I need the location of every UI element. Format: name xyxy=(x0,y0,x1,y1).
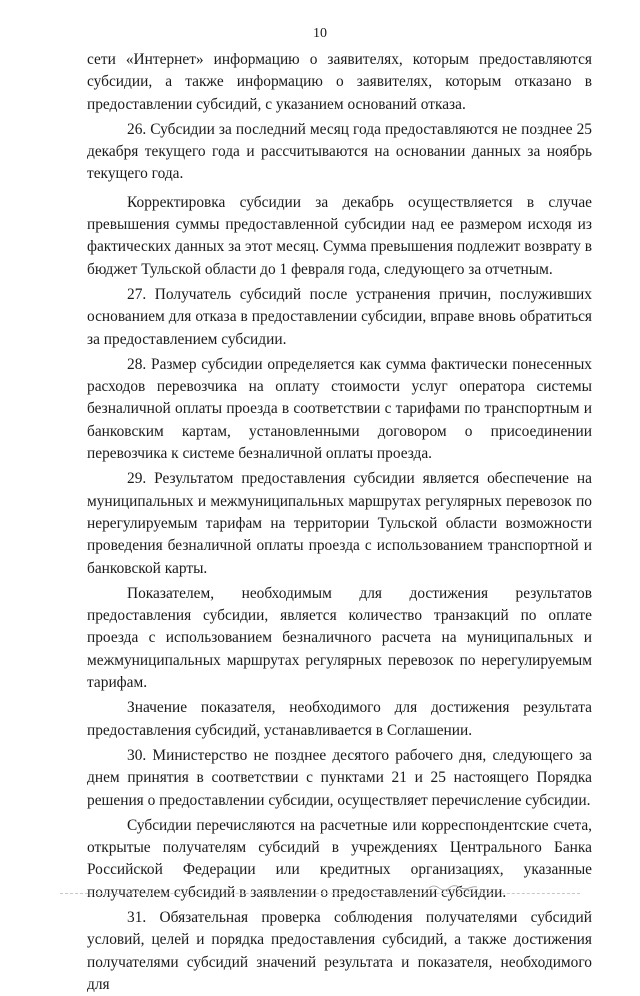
scan-dashed-line xyxy=(60,893,580,894)
paragraph-december-correction: Корректировка субсидии за декабрь осуществляется в случае превышения суммы предоставленной субсидии над ее размером исходя из фактических данных за этот месяц. Сумма превышения подлежит возврату в бюджет Тульской области до 1 февраля года, следующего за отчетным. xyxy=(87,193,592,278)
paragraph-29: 29. Результатом предоставления субсидии является обеспечение на муниципальных и межмуниципальных маршрутах регулярных перевозок по нерегулируемым тарифам на территории Тульской области возможности проведения безналичной оплаты проезда с использованием транспортной и банковской карты. xyxy=(87,470,592,577)
document-body xyxy=(87,49,592,996)
paragraph-27: 27. Получатель субсидий после устранения причин, послуживших основанием для отказа в предоставлении субсидии, вправе вновь обратиться за предоставлением субсидии. xyxy=(87,285,592,348)
paragraph-indicator-value: Значение показателя, необходимого для достижения результата предоставления субсидий, устанавливается в Соглашении. xyxy=(87,699,592,739)
paragraph-transfer-accounts: Субсидии перечисляются на расчетные или корреспондентские счета, открытые получателям субсидий в учреждениях Центрального Банка Российской Федерации или кредитных организациях, указанные получателем субсидий в заявлении о предоставлении субсидии. xyxy=(87,816,592,901)
page-number: 10 xyxy=(313,26,327,41)
paragraph-continuation: сети «Интернет» информацию о заявителях, которым предоставляются субсидии, а также информацию о заявителях, которым отказано в предоставлении субсидий, с указанием оснований отказа. xyxy=(87,51,592,113)
paragraph-28: 28. Размер субсидии определяется как сумма фактически понесенных расходов перевозчика на оплату стоимости услуг оператора системы безналичной оплаты проезда в соответствии с тарифами по транспортным и банковским картам, установленными договором о присоединении перевозчика к системе безналичной оплаты проезда. xyxy=(87,355,592,463)
scan-mark-icon xyxy=(428,882,478,892)
scan-footer-artifacts xyxy=(0,880,640,905)
paragraph-indicator: Показателем, необходимым для достижения результатов предоставления субсидии, является количество транзакций по оплате проезда с использованием безналичного расчета на муниципальных и межмуниципальных маршрутах регулярных перевозок по нерегулируемым тарифам. xyxy=(87,584,592,692)
paragraph-30: 30. Министерство не позднее десятого рабочего дня, следующего за днем принятия в соответствии с пунктами 21 и 25 настоящего Порядка решения о предоставлении субсидии, осуществляет перечисление субсидии. xyxy=(87,746,592,809)
paragraph-31: 31. Обязательная проверка соблюдения получателями субсидий условий, целей и порядка предоставления субсидий, а также достижения получателями субсидий значений результата и показателя, необходимого для xyxy=(87,908,592,993)
paragraph-26: 26. Субсидии за последний месяц года предоставляются не позднее 25 декабря текущего года и рассчитываются на основании данных за ноябрь текущего года. xyxy=(87,120,592,183)
